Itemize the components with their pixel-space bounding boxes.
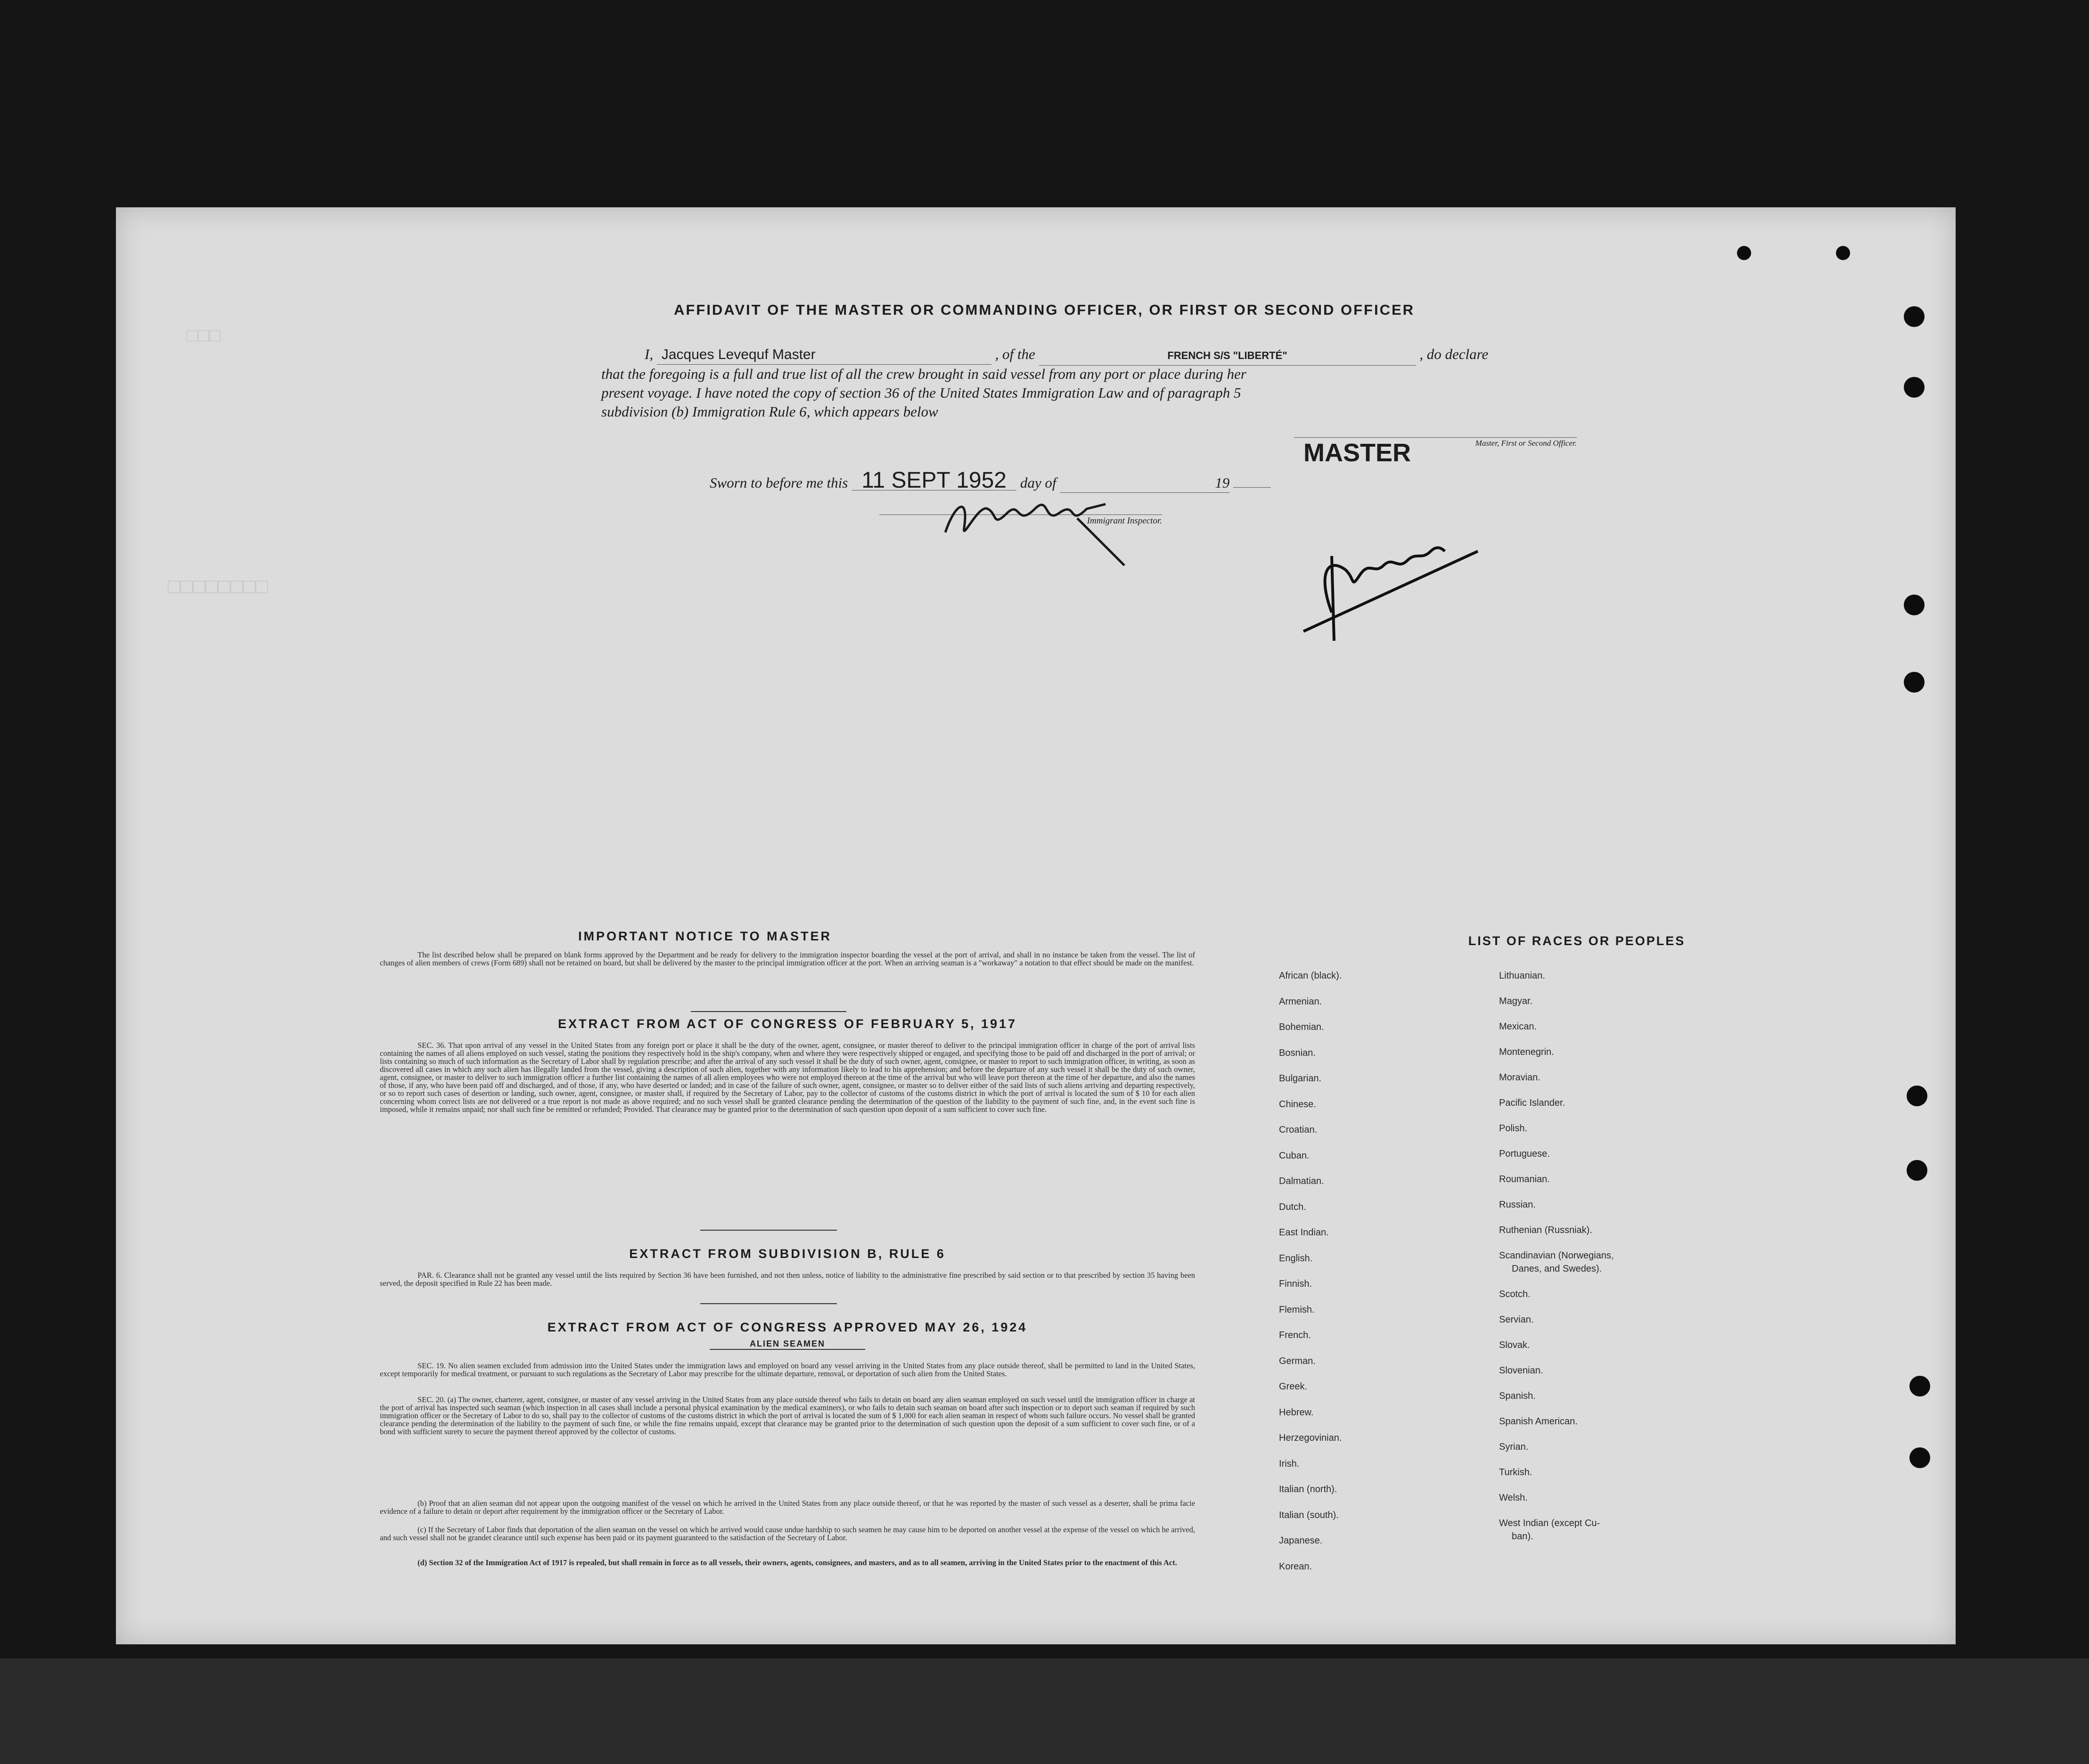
punch-hole [1836, 246, 1850, 260]
divider [700, 1230, 837, 1231]
race-entry: Bosnian. [1279, 1047, 1316, 1058]
race-entry: West Indian (except Cu- [1499, 1518, 1600, 1528]
race-entry: ban). [1512, 1531, 1533, 1542]
race-entry: Bohemian. [1279, 1022, 1324, 1032]
extract1-body: SEC. 36. That upon arrival of any vessel in the United States from any foreign port or place it shall be the duty of the owner, agent, consignee, or master thereof to deliver to the principal immigration officer in charge of the port of arrival lists containing the names of all aliens employed on such vessel, stating the positions they respectively hold in the ship's company, when and where they were respectively shipped or engaged, and specifying those to be paid off and discharged in the port of arrival; or lists containing so much of such information as the Secretary of Labor shall by regulation prescribe; and after the arrival of any such vessel it shall be the duty of such owner, agent, consignee, or master to report to such immigration officer, in writing, as soon as discovered all cases in which any such alien has illegally landed from the vessel, giving a description of such alien, together with any information likely to lead to his apprehension; and before the departure of any such vessel it shall be the duty of such owner, agent, consignee, or master to deliver to such immigration officer a further list containing the names of all alien employees who were not employed thereon at the time of the arrival but who will leave port thereon at the time of her departure, and also the names of those, if any, who have been paid off and discharged, and of those, if any, who have deserted or landed; and in case of the failure of such owner, agent, consignee, or master so to deliver either of the said lists of such aliens arriving and departing respectively, or so to report such cases of desertion or landing, such owner, agent, consignee, or master shall, if required by the Secretary of Labor, pay to the collector of customs of the customs district in which the port of arrival is located the sum of $ 10 for each alien concerning whom correct lists are not delivered or a true report is not made as above required; and no such vessel shall be granted clearance pending the determination of the question of the liability to the payment of such fine, and, in the event such fine is imposed, while it remains unpaid; nor shall such fine be remitted or refunded; Provided. That clearance may be granted prior to the determination of such question upon deposit of a sum sufficient to cover such fine. [380, 1041, 1195, 1114]
extract2-body: PAR. 6. Clearance shall not be granted any vessel until the lists required by Section 36 have been furnished, and not then unless, notice of liability to the administrative fine prescribed by said section or to that prescribed by section 35 having been served, the deposit specified in Rule 22 has been made. [380, 1271, 1195, 1288]
race-entry: French. [1279, 1330, 1311, 1340]
affidavit-title: AFFIDAVIT OF THE MASTER OR COMMANDING OFFICER, OR FIRST OR SECOND OFFICER [673, 302, 1415, 318]
divider [691, 1011, 846, 1012]
race-entry: Spanish. [1499, 1391, 1536, 1401]
divider [700, 1303, 837, 1304]
race-entry: Spanish American. [1499, 1416, 1578, 1427]
race-entry: Scandinavian (Norwegians, [1499, 1250, 1614, 1261]
master-name-field: Jacques Levequf Master [657, 345, 991, 365]
extract3-body-d: (c) If the Secretary of Labor finds that deportation of the alien seaman on the vessel on which he arrived would cause undue hardship to such seamen he may cause him to be deported on another vessel at the expense of the vessel on which he arrived, and such vessel shall not be grandet clearance until such expense has been paid or its payment guaranteed to the satisfaction of the Secretary of Labor. [380, 1525, 1195, 1542]
race-entry: Montenegrin. [1499, 1047, 1554, 1057]
race-entry: Cuban. [1279, 1150, 1310, 1161]
punch-hole [1737, 246, 1751, 260]
declaration-line-2: that the foregoing is a full and true list of all the crew brought in said vessel from any port or place during her [601, 366, 1246, 382]
extract3-body-e: (d) Section 32 of the Immigration Act of 1917 is repealed, but shall remain in force as to all vessels, their owners, agents, consignees, and masters, and as to all seamen, arriving in the United States prior to the enactment of this Act. [418, 1558, 1177, 1567]
extract3-body-a: SEC. 19. No alien seamen excluded from admission into the United States under the immigration laws and employed on board any vessel arriving in the United States from any place outside thereof, shall be permitted to land in the United States, except temporarily for medical treatment, or pursuant to such regulations as the Secretary of Labor may prescribe for the ultimate departure, removal, or deportation of such alien from the United States. [380, 1361, 1195, 1378]
race-entry: Scotch. [1499, 1289, 1531, 1299]
race-entry: English. [1279, 1253, 1313, 1264]
race-entry: Portuguese. [1499, 1149, 1550, 1159]
race-entry: Italian (north). [1279, 1484, 1337, 1494]
race-entry: Croatian. [1279, 1125, 1318, 1135]
extract1-title: EXTRACT FROM ACT OF CONGRESS OF FEBRUARY 5, 1917 [557, 1017, 1017, 1031]
sworn-date-field: 11 SEPT 1952 [852, 471, 1016, 490]
race-entry: Bulgarian. [1279, 1073, 1322, 1084]
declaration-line-4: subdivision (b) Immigration Rule 6, which appears below [601, 403, 938, 420]
race-entry: Welsh. [1499, 1493, 1528, 1503]
inspector-label: Immigrant Inspector. [879, 514, 1162, 526]
punch-hole [1904, 595, 1925, 615]
races-title: LIST OF RACES OR PEOPLES [1468, 934, 1686, 948]
affidavit-page [116, 207, 1956, 1644]
extract3-subtitle: ALIEN SEAMEN [710, 1339, 865, 1350]
race-entry: Moravian. [1499, 1072, 1540, 1083]
race-entry: Greek. [1279, 1381, 1308, 1392]
bleed-through-text: □□□□□□□□ [168, 575, 268, 598]
race-entry: Dutch. [1279, 1201, 1306, 1212]
punch-hole [1904, 306, 1925, 327]
race-entry: Japanese. [1279, 1535, 1323, 1546]
race-entry: Hebrew. [1279, 1407, 1314, 1418]
race-entry: Flemish. [1279, 1304, 1315, 1315]
officer-label: Master, First or Second Officer. [1294, 437, 1577, 448]
race-entry: Finnish. [1279, 1279, 1312, 1289]
punch-hole [1907, 1086, 1927, 1106]
punch-hole [1909, 1376, 1930, 1396]
race-entry: Polish. [1499, 1123, 1528, 1134]
race-entry: African (black). [1279, 971, 1342, 981]
vessel-name-field: FRENCH S/S "LIBERTÉ" [1039, 346, 1416, 366]
race-entry: Italian (south). [1279, 1510, 1339, 1520]
extract2-title: EXTRACT FROM SUBDIVISION B, RULE 6 [629, 1247, 946, 1261]
bleed-through-text: □□□ [187, 325, 221, 346]
race-entry: Dalmatian. [1279, 1176, 1324, 1186]
race-entry: Danes, and Swedes). [1512, 1264, 1602, 1274]
punch-hole [1904, 672, 1925, 693]
punch-hole [1907, 1160, 1927, 1181]
declaration-line-3: present voyage. I have noted the copy of section 36 of the United States Immigration Law and of paragraph 5 [601, 384, 1241, 401]
master-signature [1289, 499, 1553, 650]
race-entry: Servian. [1499, 1315, 1534, 1325]
race-entry: Korean. [1279, 1561, 1312, 1572]
notice-body: The list described below shall be prepared on blank forms approved by the Department and be ready for delivery to the immigration inspector boarding the vessel at the port of arrival, and shall in no instance be taken from the vessel. The list of changes of alien members of crews (Form 689) shall not be retained on board, but shall be delivered by the master to the principal immigration officer at the port. When an arriving seaman is a "workaway" a notation to that effect should be made on the manifest. [380, 950, 1195, 967]
race-entry: Armenian. [1279, 996, 1322, 1007]
race-entry: Chinese. [1279, 1099, 1316, 1110]
race-entry: Russian. [1499, 1200, 1536, 1210]
race-entry: Herzegovinian. [1279, 1433, 1342, 1443]
extract3-title: EXTRACT FROM ACT OF CONGRESS APPROVED MAY 26, 1924 [547, 1320, 1028, 1334]
punch-hole [1909, 1447, 1930, 1468]
inspector-signature [936, 476, 1181, 570]
race-entry: East Indian. [1279, 1227, 1329, 1238]
race-entry: Slovak. [1499, 1340, 1530, 1350]
notice-title: IMPORTANT NOTICE TO MASTER [578, 929, 832, 943]
race-entry: Mexican. [1499, 1021, 1537, 1032]
race-entry: Lithuanian. [1499, 971, 1545, 981]
declaration-line-1: I, Jacques Levequf Master , of the FRENCH S/S "LIBERTÉ" , do declare [601, 345, 1581, 366]
race-entry: Turkish. [1499, 1467, 1532, 1478]
race-entry: Pacific Islander. [1499, 1098, 1565, 1108]
race-entry: Magyar. [1499, 996, 1533, 1006]
officer-stamp: MASTER [1303, 439, 1411, 467]
race-entry: Syrian. [1499, 1442, 1529, 1452]
extract3-body-b: SEC. 20. (a) The owner, charterer, agent, consignee, or master of any vessel arriving in the United States from any place outside thereof who fails to detain on board any alien seaman employed on such vessel until the immigration officer in charge at the port of arrival has inspected such seaman (which inspection in all cases shall include a personal physical examination by the medical examiners), or who fails to detain such seaman on board after such inspection or to deport such seaman if required by such immigration officer or the Secretary of Labor to do so, shall pay to the collector of customs of the customs district in which the port of arrival is located the sum of $ 1,000 for each alien seaman in respect of whom such failure occurs. No vessel shall be granted clearance pending the determination of the liability to the payment of such fine, or while the fine remains unpaid, except that clearance may be granted prior to the determination of such question upon the deposit of a sum sufficient to cover such fine, or of a bond with sufficient surety to secure the payment thereof approved by the collector of customs. [380, 1395, 1195, 1436]
scan-bottom-strip [0, 1658, 2089, 1764]
punch-hole [1904, 377, 1925, 398]
race-entry: Irish. [1279, 1458, 1300, 1469]
race-entry: Slovenian. [1499, 1365, 1543, 1376]
race-entry: German. [1279, 1356, 1316, 1366]
race-entry: Ruthenian (Russniak). [1499, 1225, 1592, 1235]
extract3-body-c: (b) Proof that an alien seaman did not appear upon the outgoing manifest of the vessel on which he arrived in the United States from any place outside thereof, or that he was reported by the master of such vessel as a deserter, shall be prima facie evidence of a failure to detain or deport after requirement by the immigration officer or the Secretary of Labor. [380, 1499, 1195, 1516]
sworn-line: Sworn to before me this 11 SEPT 1952 day of 19 [710, 471, 1464, 493]
race-entry: Roumanian. [1499, 1174, 1550, 1184]
